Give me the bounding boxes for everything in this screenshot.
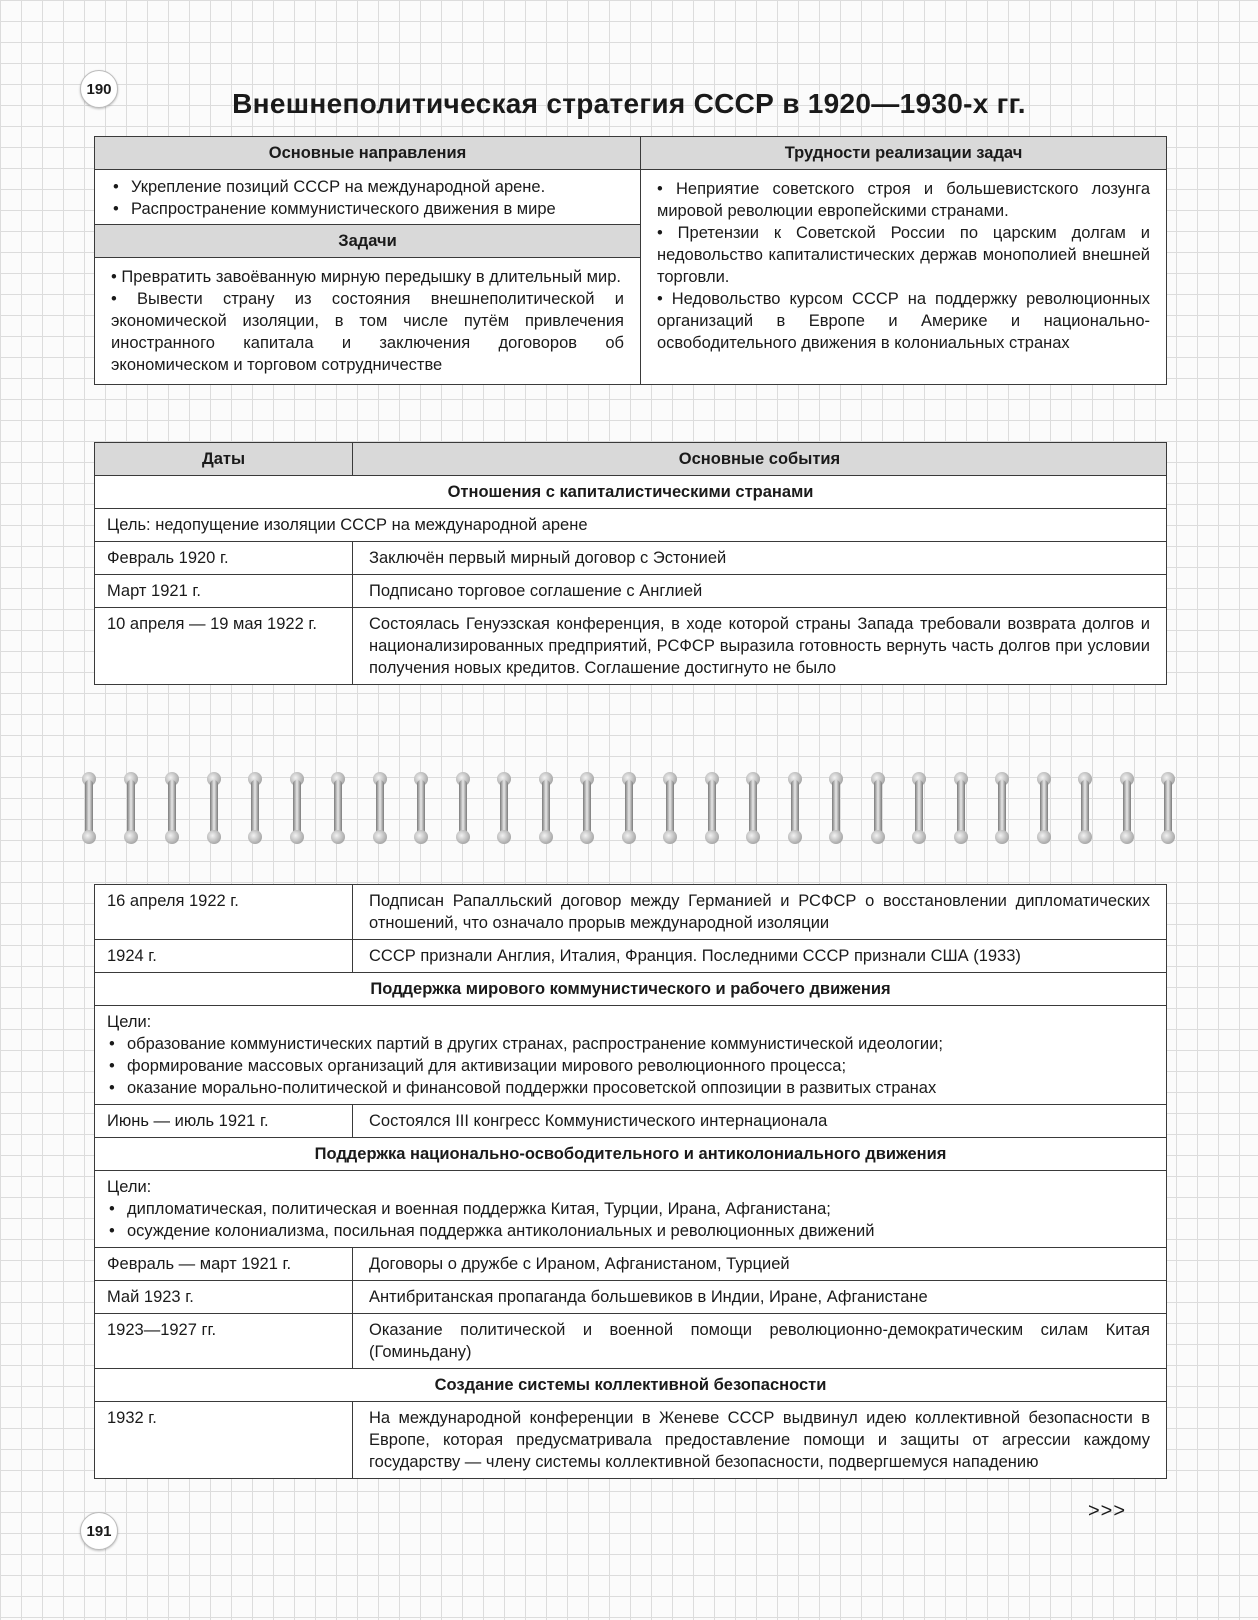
overview-table [94, 136, 1167, 385]
binding-ring [288, 772, 306, 844]
difficulty-item: • Неприятие советского строя и большевистского лозунга мировой революции европейскими странами. [657, 180, 1150, 220]
binding-ring [620, 772, 638, 844]
binding-ring [1159, 772, 1177, 844]
table-row [95, 940, 1167, 973]
event-date: 1932 г. [95, 1402, 353, 1479]
event-date: 1923—1927 гг. [95, 1314, 353, 1369]
binding-ring [412, 772, 430, 844]
event-text: Состоялась Генуэзская конференция, в ходе которой страны Запада требовали возврата долгов и национализированных предприятий, РСФСР выразила готовность вернуть часть долгов при условии получения новых кредитов. Соглашение достигнуто не было [353, 608, 1167, 685]
binding-ring [1118, 772, 1136, 844]
section-title: Отношения с капиталистическими странами [95, 476, 1167, 509]
binding-ring [163, 772, 181, 844]
events-header: Основные события [353, 443, 1167, 476]
binding-ring [122, 772, 140, 844]
binding-ring [827, 772, 845, 844]
difficulties-header: Трудности реализации задач [641, 137, 1167, 170]
event-text: СССР признали Англия, Италия, Франция. Последними СССР признали США (1933) [353, 940, 1167, 973]
binding-ring [246, 772, 264, 844]
goals-label: Цели: [107, 1178, 152, 1196]
section-goals [95, 1171, 1167, 1248]
direction-item: • Укрепление позиций СССР на международной арене. [111, 176, 624, 198]
table-row [95, 1105, 1167, 1138]
event-date: Июнь — июль 1921 г. [95, 1105, 353, 1138]
section-title: Создание системы коллективной безопасности [95, 1369, 1167, 1402]
left-column [95, 170, 641, 385]
continue-marker: >>> [1087, 1500, 1126, 1522]
page-number-bottom: 191 [80, 1512, 118, 1550]
binding-ring [537, 772, 555, 844]
binding-ring [744, 772, 762, 844]
goal-item: • образование коммунистических партий в других странах, распространение коммунистической идеологии; [107, 1033, 1154, 1055]
difficulties-list [641, 170, 1167, 385]
binding-ring [703, 772, 721, 844]
section-goals [95, 1006, 1167, 1105]
tasks-list [95, 258, 640, 384]
tasks-header: Задачи [95, 224, 640, 258]
binding-ring [495, 772, 513, 844]
directions-header: Основные направления [95, 137, 641, 170]
events-table-part2 [94, 884, 1167, 1479]
event-date: Февраль — март 1921 г. [95, 1248, 353, 1281]
table-row [95, 608, 1167, 685]
goal-item: • осуждение колониализма, посильная поддержка антиколониальных и революционных движений [107, 1220, 1154, 1242]
table-row [95, 575, 1167, 608]
binding-ring [952, 772, 970, 844]
binding-ring [1076, 772, 1094, 844]
binding-ring [661, 772, 679, 844]
event-text: Подписан Рапалльский договор между Германией и РСФСР о восстановлении дипломатических отношений, что означало прорыв международной изоляции [353, 885, 1167, 940]
binding-ring [329, 772, 347, 844]
difficulty-item: • Претензии к Советской России по царским долгам и недовольство капиталистических держав монополией внешней торговли. [657, 224, 1150, 286]
dates-header: Даты [95, 443, 353, 476]
event-date: 16 апреля 1922 г. [95, 885, 353, 940]
page-title: Внешнеполитическая стратегия СССР в 1920—1930-х гг. [232, 88, 1026, 119]
event-text: Подписано торговое соглашение с Англией [353, 575, 1167, 608]
table-row [95, 542, 1167, 575]
binding-ring [205, 772, 223, 844]
table-row [95, 1314, 1167, 1369]
difficulty-item: • Недовольство курсом СССР на поддержку революционных организаций в Европе и Америке и национально-освободительного движения в колониальных странах [657, 290, 1150, 352]
event-text: Договоры о дружбе с Ираном, Афганистаном, Турцией [353, 1248, 1167, 1281]
binding-ring [993, 772, 1011, 844]
goals-label: Цели: [107, 1013, 152, 1031]
event-date: Март 1921 г. [95, 575, 353, 608]
section-title: Поддержка мирового коммунистического и рабочего движения [95, 973, 1167, 1006]
binding-ring [869, 772, 887, 844]
binding-ring [786, 772, 804, 844]
page-number-top: 190 [80, 70, 118, 108]
event-text: На международной конференции в Женеве СССР выдвинул идею коллективной безопасности в Европе, которая предусматривала предоставление помощи и защиты от агрессии каждому государству — члену системы коллективной безопасности, подвергшемуся нападению [353, 1402, 1167, 1479]
event-date: 10 апреля — 19 мая 1922 г. [95, 608, 353, 685]
binding-ring [1035, 772, 1053, 844]
event-text: Заключён первый мирный договор с Эстонией [353, 542, 1167, 575]
goal-item: • формирование массовых организаций для активизации мирового революционного процесса; [107, 1055, 1154, 1077]
section-goal: Цель: недопущение изоляции СССР на международной арене [95, 509, 1167, 542]
binding-ring [578, 772, 596, 844]
spiral-binding [80, 772, 1180, 844]
goal-item: • оказание морально-политической и финансовой поддержки просоветской оппозиции в развитых странах [107, 1077, 1154, 1099]
event-date: 1924 г. [95, 940, 353, 973]
direction-item: • Распространение коммунистического движения в мире [111, 198, 624, 220]
goal-item: • дипломатическая, политическая и военная поддержка Китая, Турции, Ирана, Афганистана; [107, 1198, 1154, 1220]
section-title: Поддержка национально-освободительного и антиколониального движения [95, 1138, 1167, 1171]
event-date: Февраль 1920 г. [95, 542, 353, 575]
table-row [95, 1402, 1167, 1479]
event-text: Антибританская пропаганда большевиков в Индии, Иране, Афганистане [353, 1281, 1167, 1314]
event-text: Состоялся III конгресс Коммунистического интернационала [353, 1105, 1167, 1138]
events-table-part1 [94, 442, 1167, 685]
table-row [95, 885, 1167, 940]
binding-ring [454, 772, 472, 844]
task-item: • Превратить завоёванную мирную передышку в длительный мир. [111, 268, 621, 286]
event-date: Май 1923 г. [95, 1281, 353, 1314]
binding-ring [910, 772, 928, 844]
table-row [95, 1281, 1167, 1314]
binding-ring [371, 772, 389, 844]
directions-list [95, 170, 640, 224]
table-row [95, 1248, 1167, 1281]
task-item: • Вывести страну из состояния внешнеполитической и экономической изоляции, в том числе путём привлечения иностранного капитала и заключения договоров об экономическом и торговом сотрудничестве [111, 290, 624, 374]
event-text: Оказание политической и военной помощи революционно-демократическим силам Китая (Гоминьдану) [353, 1314, 1167, 1369]
binding-ring [80, 772, 98, 844]
